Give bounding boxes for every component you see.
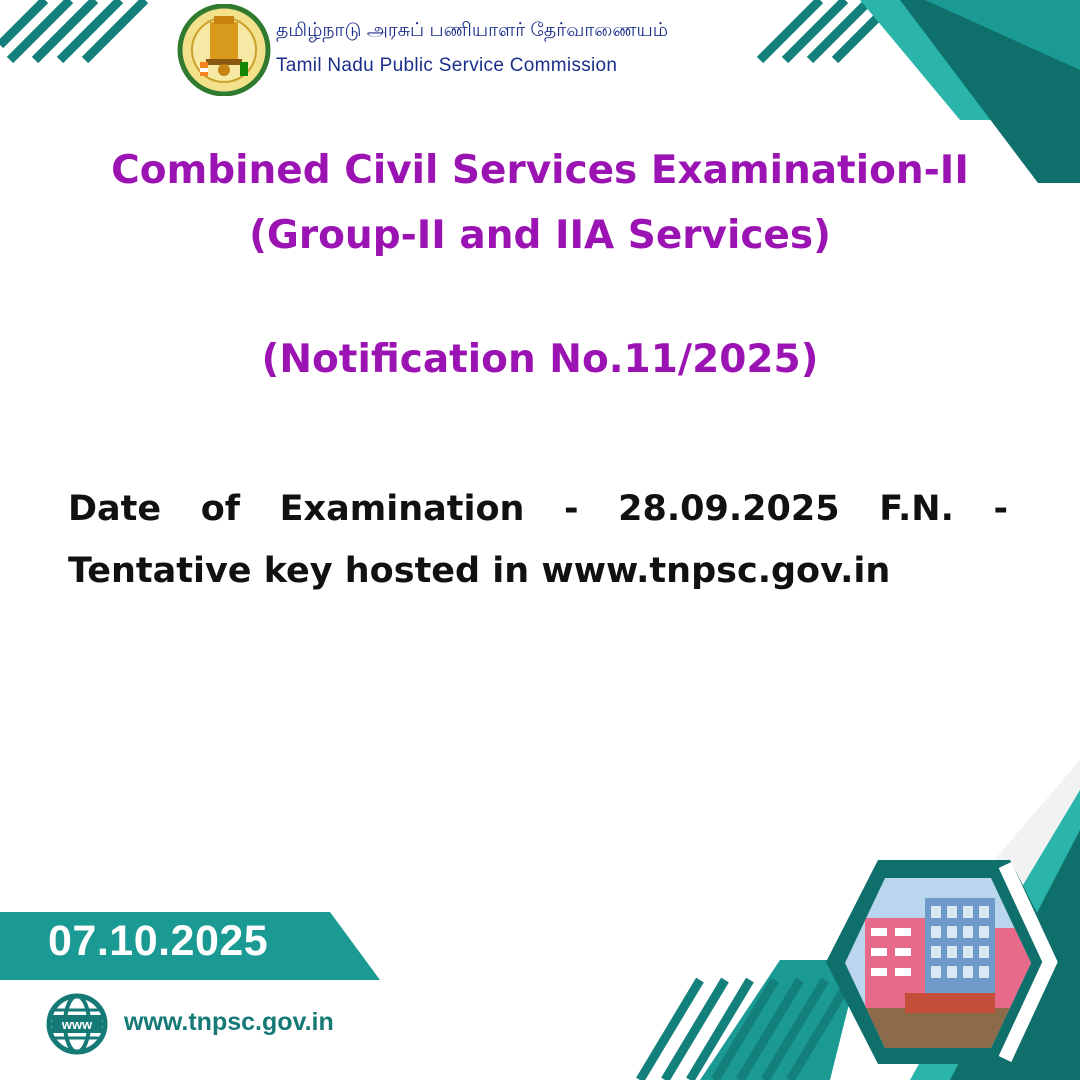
svg-text:www: www [61, 1017, 93, 1032]
tnpsc-office-building-photo [845, 878, 1031, 1048]
exam-title-line1: Combined Civil Services Examination-II [111, 148, 969, 193]
org-name-english: Tamil Nadu Public Service Commission [276, 55, 618, 76]
announcement-body: Date of Examination - 28.09.2025 F.N. - Tentative key hosted in www.tnpsc.gov.in [68, 489, 1008, 591]
website-link[interactable]: www.tnpsc.gov.in [124, 1008, 334, 1036]
www-globe-icon [46, 993, 108, 1055]
top-left-stripes [0, 0, 145, 60]
notification-number: (Notification No.11/2025) [261, 337, 819, 382]
tnpsc-emblem-icon [176, 4, 272, 96]
publish-date: 07.10.2025 [48, 917, 269, 965]
org-name-tamil: தமிழ்நாடு அரசுப் பணியாளர் தேர்வாணையம் [276, 20, 669, 41]
exam-title-line2: (Group-II and IIA Services) [249, 213, 831, 258]
